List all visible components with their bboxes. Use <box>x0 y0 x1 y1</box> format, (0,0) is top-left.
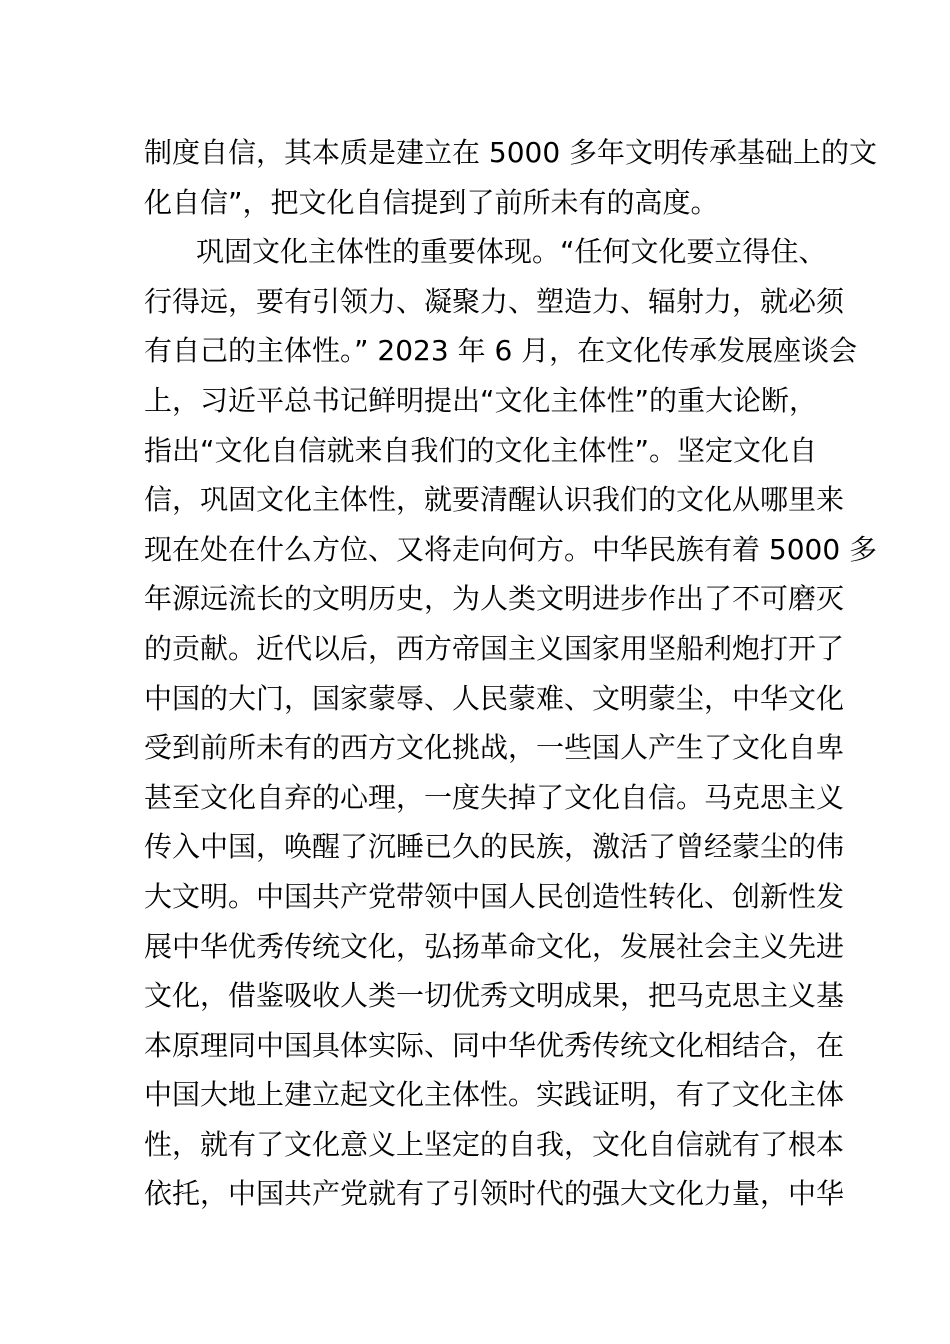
text-line: 化自信”，把文化自信提到了前所未有的高度。 <box>144 185 719 219</box>
text-line: 行得远，要有引领力、凝聚力、塑造力、辐射力，就必须 <box>144 284 845 318</box>
text-line: 现在处在什么方位、又将走向何方。中华民族有着 5000 多 <box>144 532 878 566</box>
text-line: 甚至文化自弃的心理，一度失掉了文化自信。马克思主义 <box>144 780 845 814</box>
text-line: 大文明。中国共产党带领中国人民创造性转化、创新性发 <box>144 879 845 913</box>
text-line: 年源远流长的文明历史，为人类文明进步作出了不可磨灭 <box>144 582 845 616</box>
text-line: 有自己的主体性。” 2023 年 6 月，在文化传承发展座谈会 <box>144 334 858 368</box>
text-line: 中国的大门，国家蒙辱、人民蒙难、文明蒙尘，中华文化 <box>144 681 845 715</box>
text-line: 上，习近平总书记鲜明提出“文化主体性”的重大论断， <box>144 383 818 417</box>
text-line: 中国大地上建立起文化主体性。实践证明，有了文化主体 <box>144 1078 845 1112</box>
paragraph-first-line: 巩固文化主体性的重要体现。“任何文化要立得住、 <box>196 235 827 269</box>
text-line: 文化，借鉴吸收人类一切优秀文明成果，把马克思主义基 <box>144 979 845 1013</box>
text-line: 制度自信，其本质是建立在 5000 多年文明传承基础上的文 <box>144 136 878 169</box>
text-line: 性，就有了文化意义上坚定的自我，文化自信就有了根本 <box>144 1127 845 1161</box>
text-line: 传入中国，唤醒了沉睡已久的民族，激活了曾经蒙尘的伟 <box>144 830 845 864</box>
text-line: 依托，中国共产党就有了引领时代的强大文化力量，中华 <box>144 1177 845 1211</box>
text-line: 受到前所未有的西方文化挑战，一些国人产生了文化自卑 <box>144 731 845 765</box>
text-line: 信，巩固文化主体性，就要清醒认识我们的文化从哪里来 <box>144 483 845 517</box>
body-text <box>144 128 878 1219</box>
text-line: 的贡献。近代以后，西方帝国主义国家用坚船利炮打开了 <box>144 631 845 665</box>
text-line: 指出“文化自信就来自我们的文化主体性”。坚定文化自 <box>144 433 818 467</box>
text-line: 展中华优秀传统文化，弘扬革命文化，发展社会主义先进 <box>144 929 845 963</box>
text-line: 本原理同中国具体实际、同中华优秀传统文化相结合，在 <box>144 1028 845 1062</box>
